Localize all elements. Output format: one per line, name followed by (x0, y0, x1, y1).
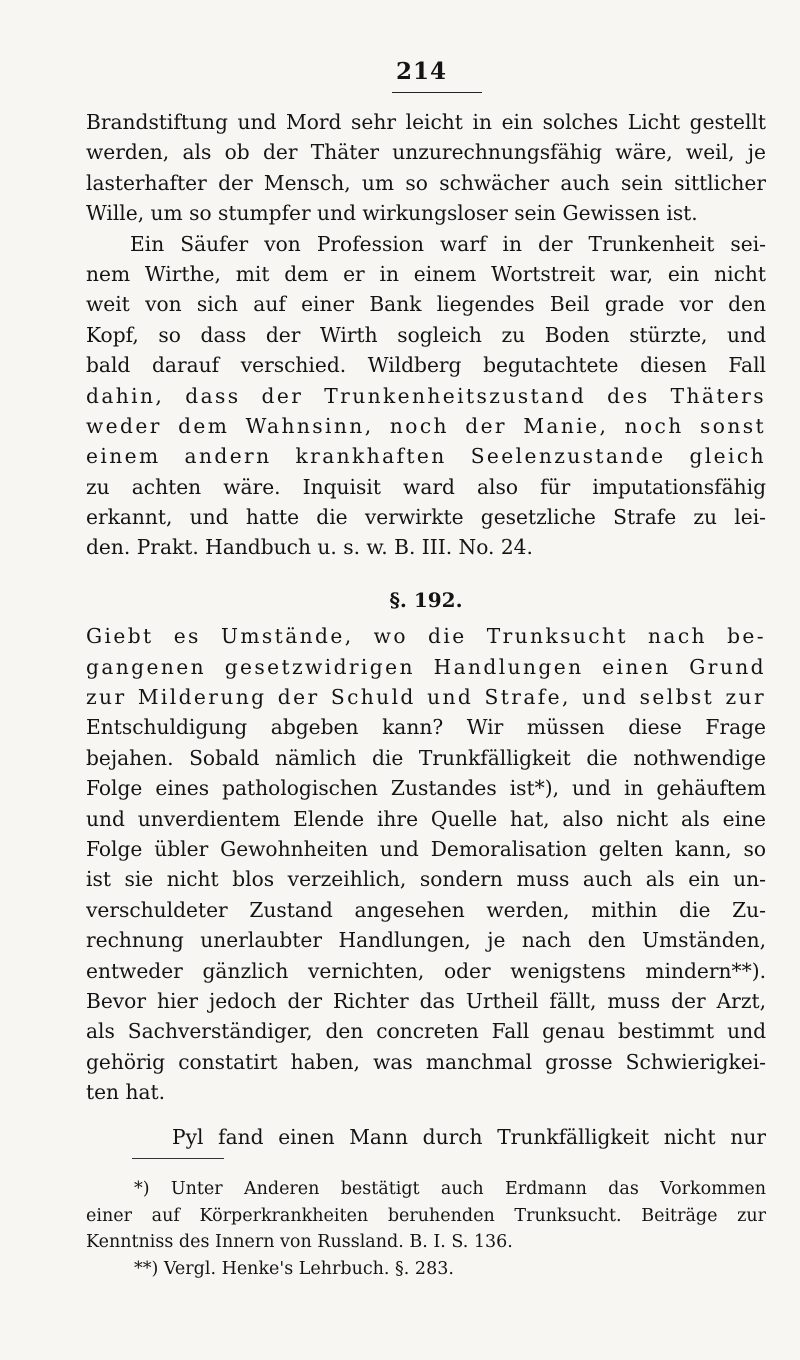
text-line: Entschuldigung abgeben kann? Wir müssen diese Frage (86, 715, 766, 740)
body-text (86, 107, 766, 1152)
text-line: einem andern krankhaften Seelenzustande gleich (86, 444, 766, 469)
text-line: als Sachverständiger, den concreten Fall genau bestimmt und (86, 1019, 766, 1044)
text-line: weit von sich auf einer Bank liegendes Beil grade vor den (86, 292, 766, 317)
page-number-rule (392, 92, 482, 93)
text-line: Giebt es Umstände, wo die Trunksucht nach be- (86, 624, 766, 649)
footnote-rule (132, 1158, 224, 1159)
text-line: Pyl fand einen Mann durch Trunkfälligkeit nicht nur (172, 1124, 766, 1149)
text-line: ist sie nicht blos verzeihlich, sondern muss auch als ein un- (86, 867, 766, 892)
text-line: zu achten wäre. Inquisit ward also für imputationsfähig (86, 474, 766, 499)
text-line: gehörig constatirt haben, was manchmal grosse Schwierigkei- (86, 1049, 766, 1074)
text-line: dahin, dass der Trunkenheitszustand des Thäters (86, 383, 766, 408)
text-line: nem Wirthe, mit dem er in einem Wortstreit war, ein nicht (86, 261, 766, 286)
footnotes (86, 1176, 766, 1282)
text-line: Ein Säufer von Profession warf in der Trunkenheit sei- (130, 231, 766, 256)
footnote-line: *) Unter Anderen bestätigt auch Erdmann das Vorkommen (134, 1179, 766, 1199)
text-line: Brandstiftung und Mord sehr leicht in ein solches Licht gestellt (86, 110, 766, 134)
text-line: entweder gänzlich vernichten, oder wenigstens mindern**). (86, 958, 766, 983)
text-line: bald darauf verschied. Wildberg begutachtete diesen Fall (86, 353, 766, 378)
text-line: erkannt, und hatte die verwirkte gesetzliche Strafe zu lei- (86, 505, 766, 530)
footnote-line: **) Vergl. Henke's Lehrbuch. §. 283. (134, 1258, 454, 1279)
text-line: weder dem Wahnsinn, noch der Manie, noch sonst (86, 413, 766, 438)
text-line: rechnung unerlaubter Handlungen, je nach den Umständen, (86, 928, 766, 953)
section-heading: §. 192. (389, 587, 463, 612)
text-line: Folge übler Gewohnheiten und Demoralisation gelten kann, so (86, 836, 766, 861)
paragraph-gap (86, 1108, 766, 1122)
text-line: und unverdientem Elende ihre Quelle hat, also nicht als eine (86, 806, 766, 831)
text-line: Bevor hier jedoch der Richter das Urtheil fällt, muss der Arzt, (86, 988, 766, 1013)
text-line: bejahen. Sobald nämlich die Trunkfälligkeit die nothwendige (86, 745, 766, 770)
text-line: Wille, um so stumpfer und wirkungsloser sein Gewissen ist. (86, 201, 698, 226)
text-line: Folge eines pathologischen Zustandes ist*), und in gehäuftem (86, 776, 766, 801)
text-line: ten hat. (86, 1080, 166, 1105)
page-number: 214 (396, 58, 448, 85)
text-line: gangenen gesetzwidrigen Handlungen einen Grund (86, 654, 766, 679)
text-line: den. Prakt. Handbuch u. s. w. B. III. No. 24. (86, 535, 533, 560)
text-line: Kopf, so dass der Wirth sogleich zu Boden stürzte, und (86, 322, 766, 347)
text-line: zur Milderung der Schuld und Strafe, und selbst zur (86, 685, 766, 710)
footnote-line: Kenntniss des Innern von Russland. B. I. S. 136. (86, 1232, 513, 1252)
footnote-line: einer auf Körperkrankheiten beruhenden Trunksucht. Beiträge zur (86, 1205, 766, 1226)
text-line: verschuldeter Zustand angesehen werden, mithin die Zu- (86, 897, 766, 922)
text-line: lasterhafter der Mensch, um so schwächer auch sein sittlicher (86, 170, 766, 195)
text-line: werden, als ob der Thäter unzurechnungsfähig wäre, weil, je (86, 140, 766, 165)
